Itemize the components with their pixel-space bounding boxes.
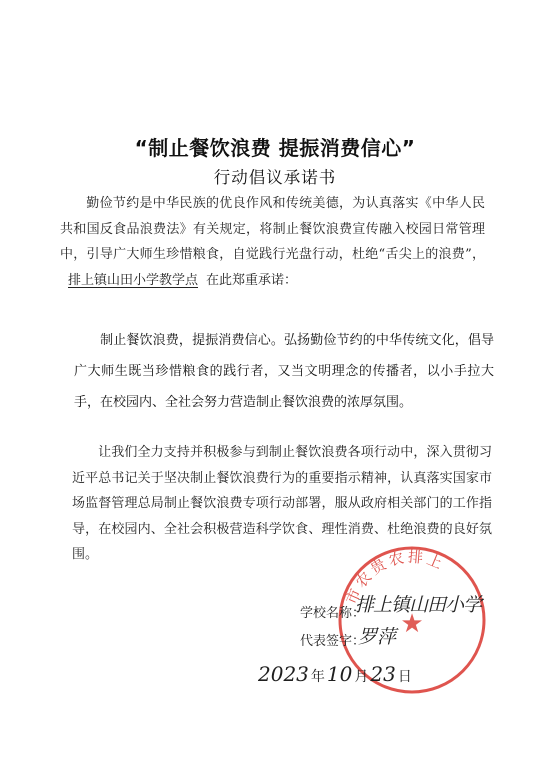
date-day: 23: [370, 662, 396, 686]
seal-text: 市农贵农排上: [342, 547, 448, 607]
signing-date: 2023 年 10 月 23 日: [258, 662, 412, 686]
representative-label: 代表签字：: [300, 634, 366, 649]
paragraph-intro: [60, 191, 485, 293]
school-name-label: 学校名称：: [300, 606, 366, 621]
representative-row: [300, 630, 365, 649]
paragraph-commitment-text: 制止餐饮浪费，提振消费信心。弘扬勤俭节约的中华传统文化，倡导广大师生既当珍惜粮食的践行者，又当文明理念的传播者，以小手拉大手，在校园内、全社会努力营造制止餐饮浪费的浓厚氛围。: [74, 333, 494, 410]
representative-signature: 罗萍: [358, 626, 397, 648]
seal-star-icon: ★: [400, 609, 424, 639]
date-year: 2023: [258, 662, 309, 686]
date-month: 10: [326, 662, 353, 686]
school-name-underlined: 排上镇山田小学教学点: [68, 272, 199, 288]
paragraph-commitment: [74, 325, 494, 418]
school-name-signature: 排上镇山田小学: [355, 594, 482, 616]
document-title: “制止餐饮浪费 提振消费信心”: [134, 136, 416, 160]
paragraph-intro-text: 勤俭节约是中华民族的优良作风和传统美德，为认真落实《中华人民共和国反食品浪费法》有关规定，将制止餐饮浪费宣传融入校园日常管理中，引导广大师生珍惜粮食，自觉践行光盘行动，杜绝“舌尖上的浪费”，: [60, 196, 485, 262]
document-subtitle: 行动倡议承诺书: [213, 168, 337, 187]
paragraph-action-text: 让我们全力支持并积极参与到制止餐饮浪费各项行动中，深入贯彻习近平总书记关于坚决制止餐饮浪费行为的重要指示精神，认真落实国家市场监督管理总局制止餐饮浪费专项行动部署，服从政府相关部门的工作指导，在校园内、全社会积极营造科学饮食、理性消费、杜绝浪费的良好氛围。: [72, 445, 492, 562]
paragraph-intro-ending: 在此郑重承诺：: [206, 272, 298, 288]
